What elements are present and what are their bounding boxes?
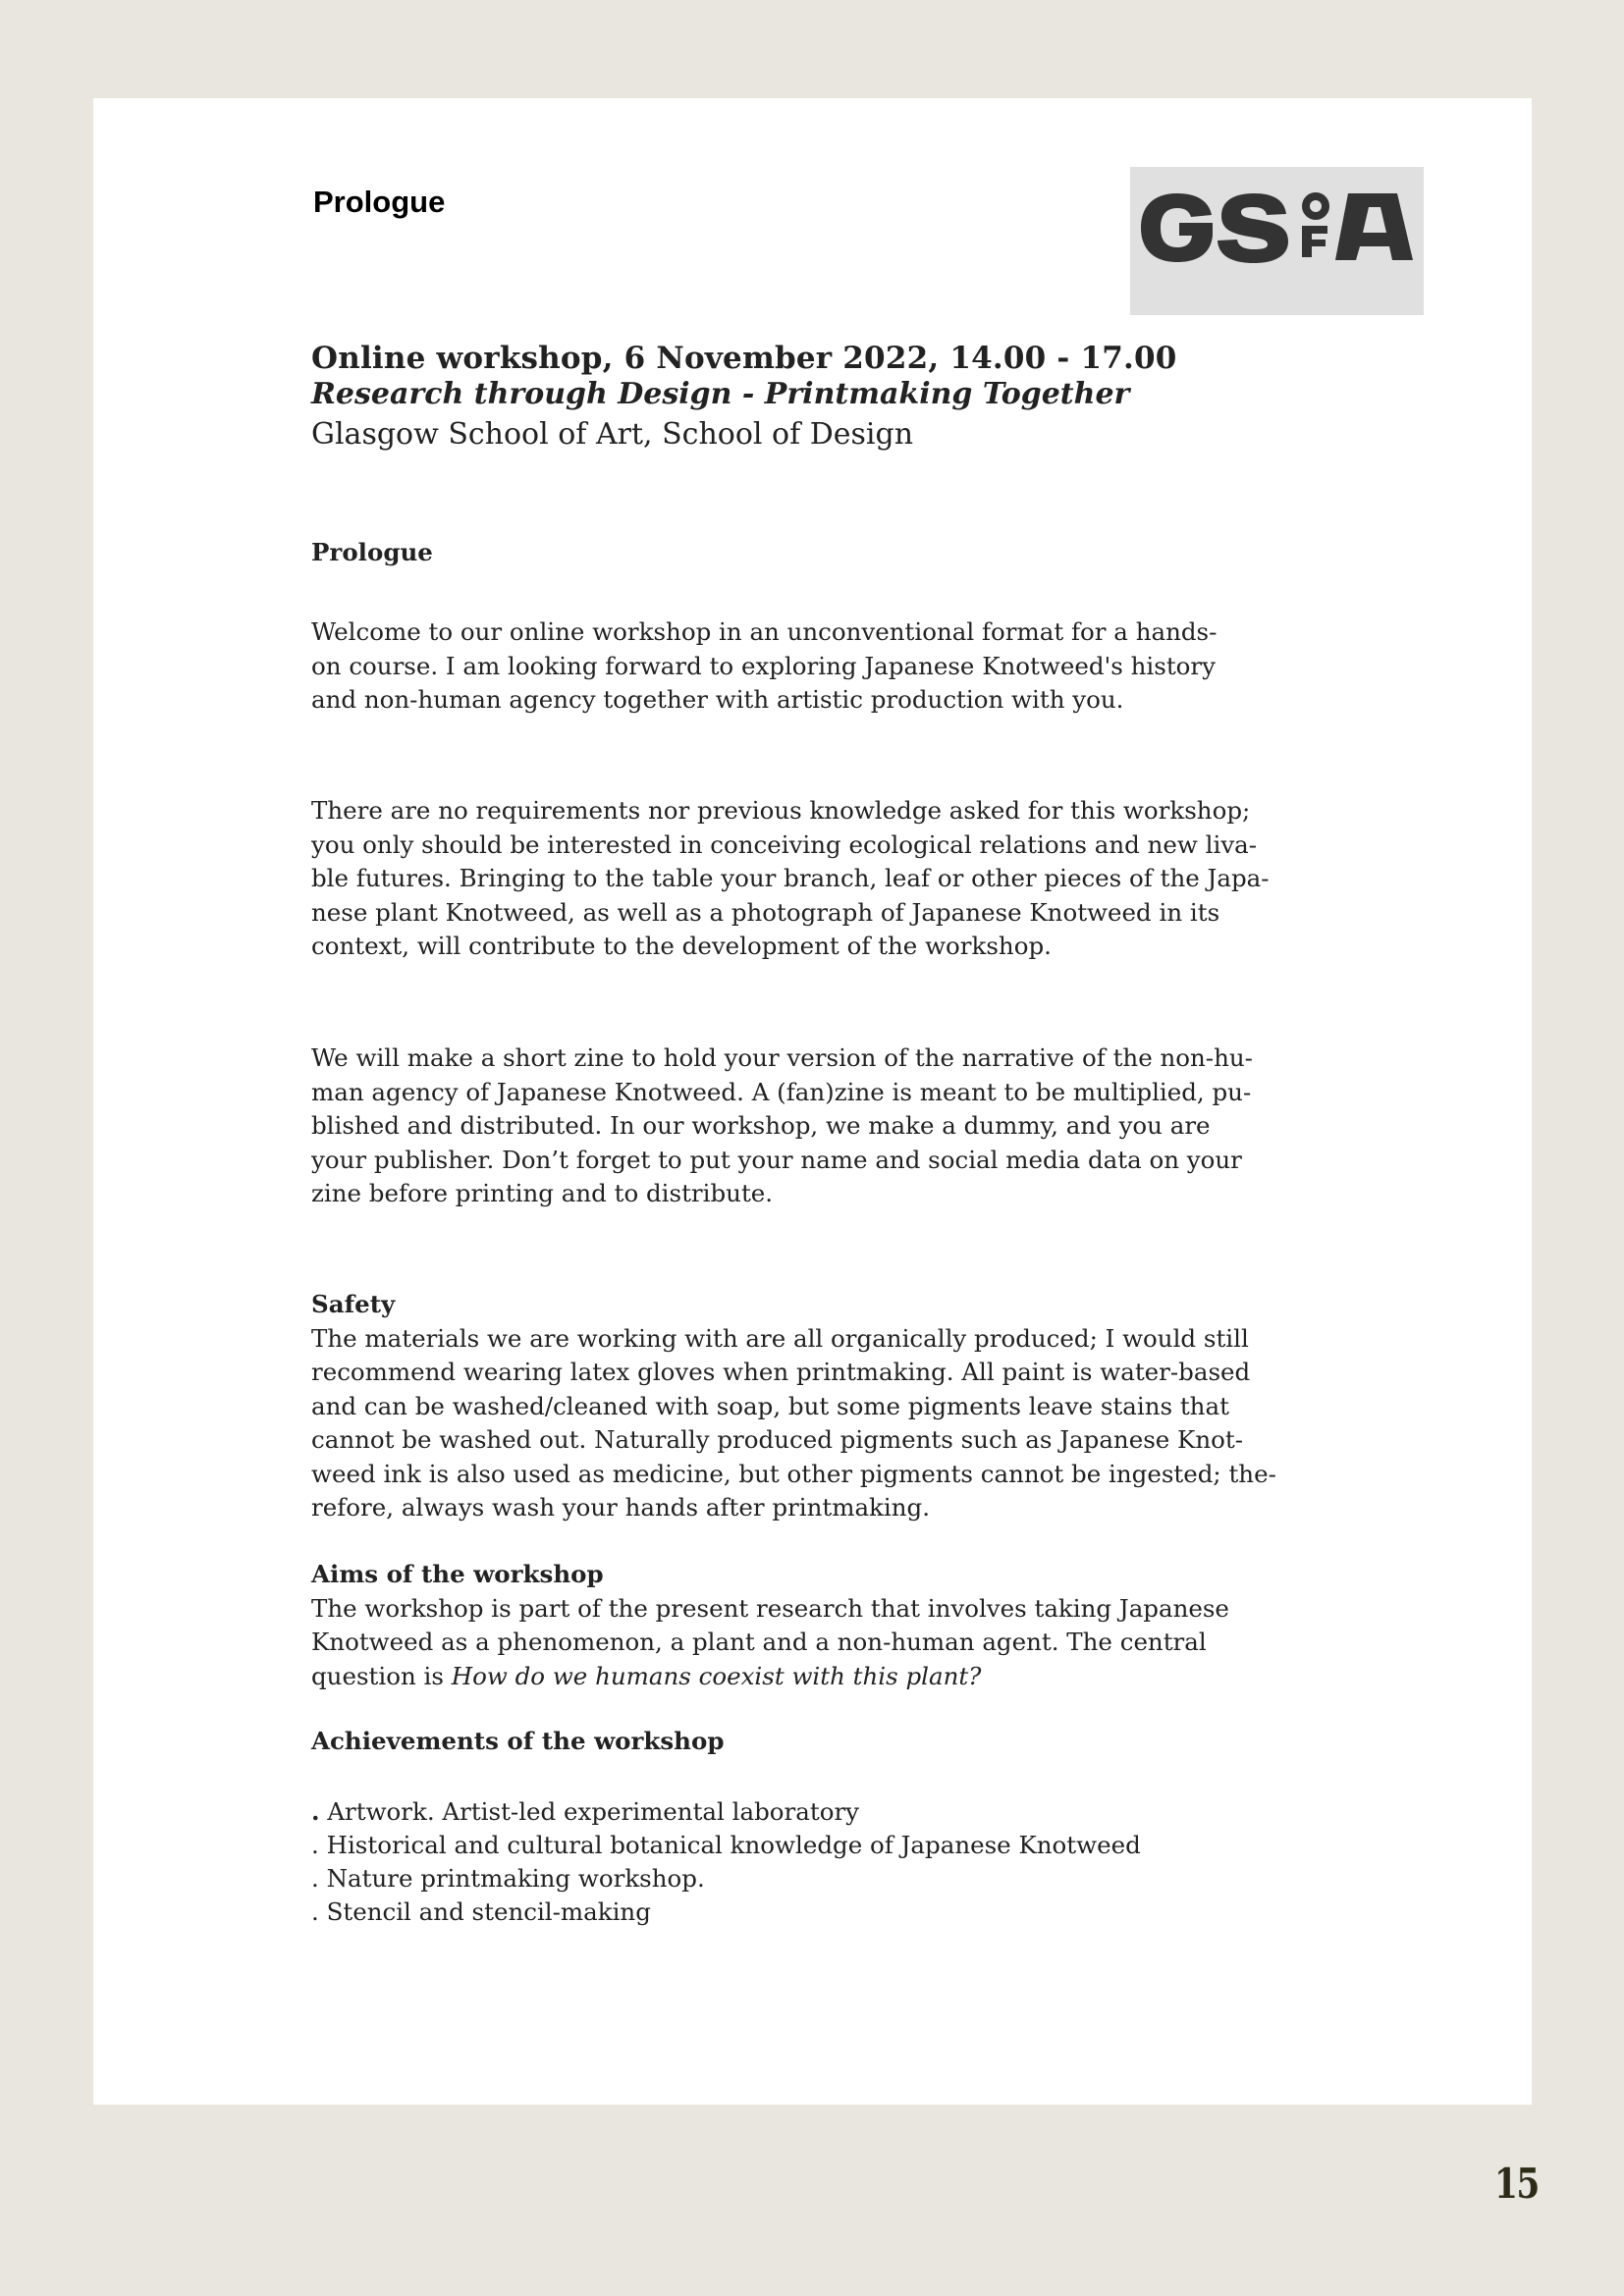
aims-heading: Aims of the workshop — [311, 1560, 604, 1588]
paragraph-line: and can be washed/cleaned with soap, but some pigments leave stains that — [311, 1391, 1229, 1420]
central-question: How do we humans coexist with this plant? — [451, 1661, 982, 1690]
logo-letter-f — [1302, 226, 1327, 257]
logo-letter-g — [1141, 193, 1213, 262]
list-item — [311, 1862, 1141, 1896]
section-heading: Prologue — [311, 538, 433, 566]
page-header-title: Prologue — [313, 185, 446, 219]
prologue-paragraph-1 — [311, 615, 1217, 718]
paragraph-line: context, will contribute to the development of the workshop. — [311, 932, 1052, 960]
list-item — [311, 1896, 1141, 1929]
paragraph-line: The materials we are working with are all organically produced; I would still — [311, 1323, 1249, 1353]
paragraph-line: nese plant Knotweed, as well as a photograph of Japanese Knotweed in its — [311, 897, 1220, 927]
paragraph-line: ble futures. Bringing to the table your branch, leaf or other pieces of the Japa- — [311, 864, 1270, 892]
list-item-text: Nature printmaking workshop. — [326, 1864, 705, 1893]
paragraph-line: man agency of Japanese Knotweed. A (fan)zine is meant to be multiplied, pu- — [311, 1077, 1252, 1106]
paragraph-line: zine before printing and to distribute. — [311, 1179, 774, 1207]
prologue-paragraph-2 — [311, 794, 1270, 964]
paragraph-line: Knotweed as a phenomenon, a plant and a non-human agent. The central — [311, 1628, 1207, 1656]
logo-letter-o — [1306, 196, 1326, 216]
paragraph-line: We will make a short zine to hold your version of the narrative of the non-hu- — [311, 1043, 1253, 1072]
gsofa-logo — [1130, 167, 1424, 315]
list-item — [311, 1795, 1141, 1829]
bullet-marker: . — [311, 1897, 319, 1926]
prologue-section-heading — [311, 536, 433, 570]
bullet-marker: . — [311, 1864, 319, 1893]
safety-section — [311, 1288, 1276, 1525]
list-item-text: Artwork. Artist-led experimental laboratory — [327, 1797, 859, 1826]
paragraph-line: weed ink is also used as medicine, but other pigments cannot be ingested; the- — [311, 1459, 1276, 1488]
page-number: 15 — [1494, 2160, 1539, 2208]
achievements-list — [311, 1795, 1141, 1929]
workshop-subtitle: Research through Design - Printmaking Together — [311, 377, 1130, 411]
paragraph-line: you only should be interested in conceiving ecological relations and new liva- — [311, 829, 1258, 859]
list-item — [311, 1829, 1141, 1862]
workshop-date-title: Online workshop, 6 November 2022, 14.00 - 17.00 — [311, 341, 1177, 376]
paragraph-line: Welcome to our online workshop in an unconventional format for a hands- — [311, 617, 1218, 646]
safety-heading: Safety — [311, 1290, 396, 1318]
bullet-marker: . — [311, 1797, 320, 1826]
paragraph-line: and non-human agency together with artistic production with you. — [311, 685, 1124, 714]
question-prefix: question is — [311, 1661, 452, 1690]
logo-letter-s — [1218, 193, 1288, 263]
bullet-marker: . — [311, 1831, 319, 1859]
workshop-institution: Glasgow School of Art, School of Design — [311, 417, 914, 452]
list-item-text: Historical and cultural botanical knowledge of Japanese Knotweed — [326, 1831, 1141, 1859]
logo-letter-a — [1335, 193, 1413, 260]
aims-section — [311, 1558, 1229, 1693]
paragraph-line: There are no requirements nor previous knowledge asked for this workshop; — [311, 796, 1251, 825]
paragraph-line: refore, always wash your hands after printmaking. — [311, 1493, 930, 1522]
paragraph-line — [311, 1660, 1229, 1694]
gsofa-logo-icon — [1130, 167, 1424, 315]
achievements-heading: Achievements of the workshop — [311, 1727, 725, 1755]
paragraph-line: The workshop is part of the present research that involves taking Japanese — [311, 1593, 1229, 1623]
paragraph-line: blished and distributed. In our workshop, we make a dummy, and you are — [311, 1111, 1211, 1140]
paragraph-line: on course. I am looking forward to exploring Japanese Knotweed's history — [311, 651, 1216, 680]
paragraph-line: your publisher. Don’t forget to put your name and social media data on your — [311, 1145, 1242, 1174]
paragraph-line: cannot be washed out. Naturally produced pigments such as Japanese Knot- — [311, 1425, 1244, 1454]
paragraph-line: recommend wearing latex gloves when printmaking. All paint is water-based — [311, 1358, 1251, 1386]
achievements-heading-block — [311, 1725, 724, 1759]
list-item-text: Stencil and stencil-making — [326, 1897, 651, 1926]
prologue-paragraph-3 — [311, 1041, 1253, 1211]
